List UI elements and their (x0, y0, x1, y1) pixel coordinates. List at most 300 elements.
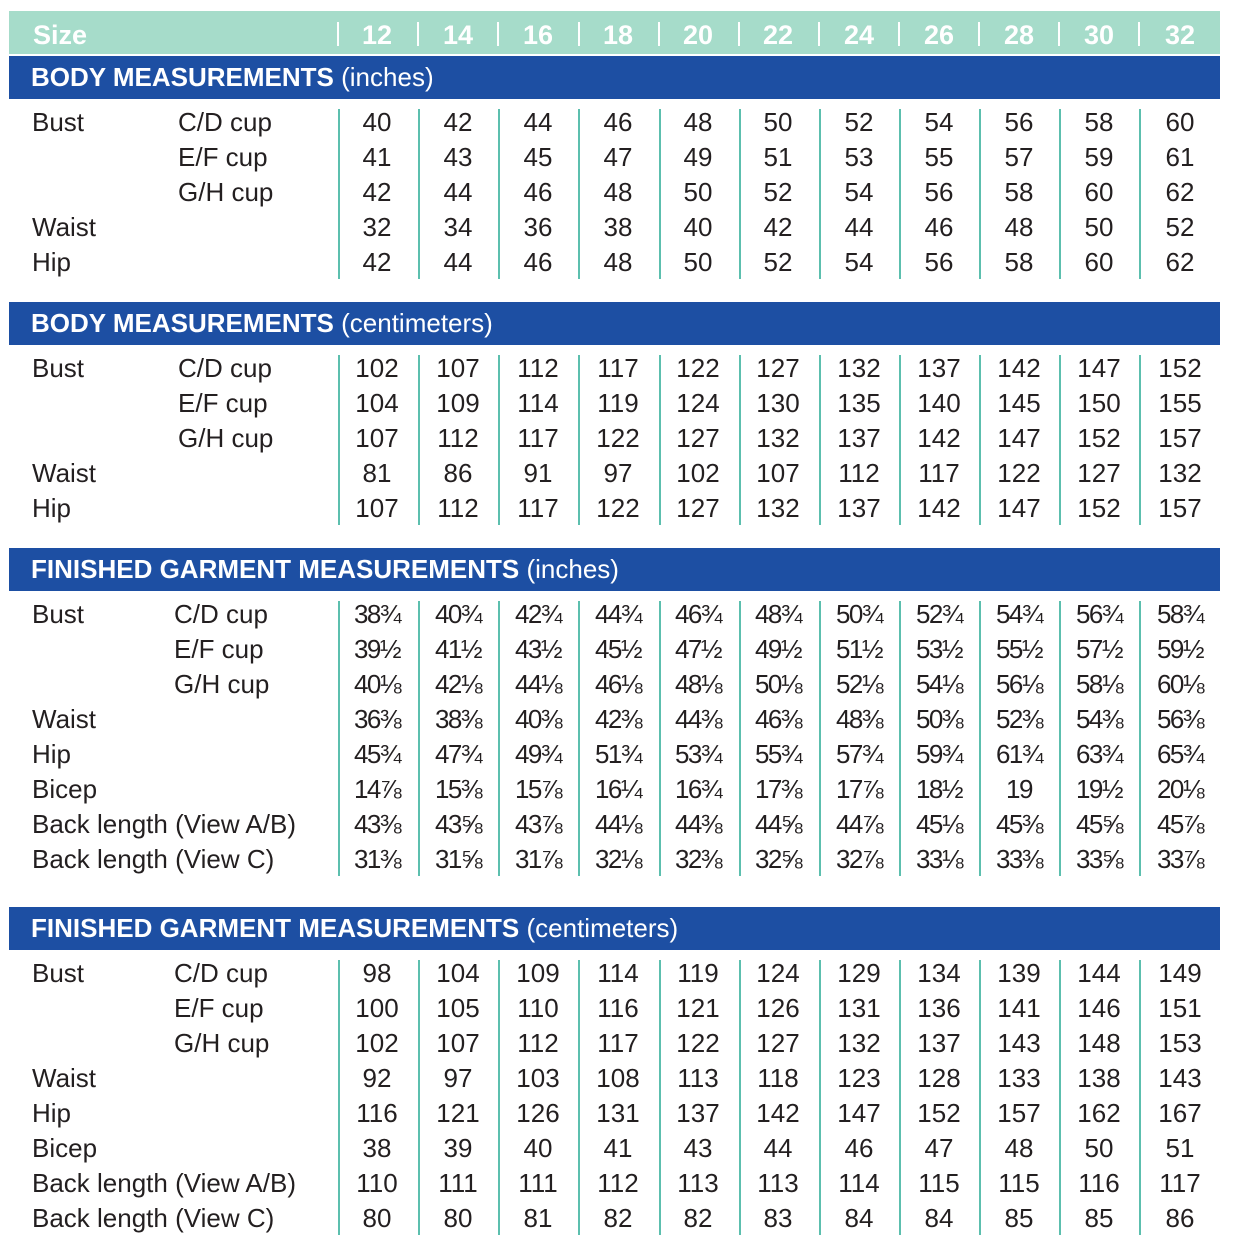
size-12: 12 (361, 20, 393, 50)
table-cell: 137 (837, 423, 881, 453)
table-cell: 45⅞ (1156, 809, 1204, 839)
table-cell: 42 (362, 177, 392, 207)
table-cell: 54¾ (995, 599, 1043, 629)
table-cell: 53½ (915, 634, 963, 664)
table-row (0, 1097, 1234, 1132)
size-32: 32 (1164, 20, 1196, 50)
table-cell: 132 (756, 493, 800, 523)
table-cell: 121 (676, 993, 720, 1023)
row-sublabel: C/D cup (178, 353, 272, 383)
row-label: Bicep (32, 1133, 98, 1163)
table-cell: 115 (918, 1168, 960, 1198)
table-cell: 52 (763, 177, 793, 207)
table-cell: 133 (997, 1063, 1041, 1093)
table-cell: 148 (1077, 1028, 1121, 1058)
table-cell: 42⅜ (594, 704, 642, 734)
table-cell: 127 (756, 1028, 800, 1058)
table-cell: 46⅛ (594, 669, 642, 699)
row-sublabel: E/F cup (174, 993, 264, 1023)
row-label: Back length (View A/B) (32, 809, 296, 839)
table-cell: 44 (763, 1133, 793, 1163)
section-title (31, 302, 493, 345)
table-cell: 49¾ (514, 739, 562, 769)
table-cell: 132 (1158, 458, 1202, 488)
table-cell: 39 (443, 1133, 473, 1163)
table-cell: 138 (1077, 1063, 1121, 1093)
table-cell: 60 (1084, 247, 1114, 277)
table-cell: 34 (443, 212, 473, 242)
table-cell: 40 (523, 1133, 553, 1163)
section-title (31, 56, 434, 99)
table-cell: 48 (1004, 212, 1034, 242)
table-cell: 33⅛ (915, 844, 963, 874)
table-cell: 51 (763, 142, 793, 172)
table-cell: 114 (517, 388, 559, 418)
table-cell: 32⅝ (754, 844, 802, 874)
size-header-row (9, 11, 1220, 54)
table-cell: 152 (1158, 353, 1202, 383)
table-cell: 84 (924, 1203, 954, 1233)
table-cell: 20⅛ (1156, 774, 1204, 804)
table-cell: 155 (1158, 388, 1202, 418)
table-cell: 50⅜ (915, 704, 963, 734)
table-cell: 146 (1077, 993, 1121, 1023)
table-cell: 112 (597, 1168, 639, 1198)
table-cell: 43⅞ (514, 809, 562, 839)
table-cell: 83 (763, 1203, 793, 1233)
table-row (0, 211, 1234, 246)
table-cell: 57 (1004, 142, 1034, 172)
table-row (0, 808, 1234, 843)
size-26: 26 (923, 20, 955, 50)
table-cell: 44 (844, 212, 874, 242)
table-cell: 56⅛ (995, 669, 1043, 699)
size-16: 16 (522, 20, 554, 50)
table-cell: 50¾ (835, 599, 883, 629)
table-cell: 41 (362, 142, 392, 172)
row-label: Back length (View C) (32, 844, 275, 874)
table-cell: 40⅜ (514, 704, 562, 734)
table-cell: 104 (355, 388, 399, 418)
table-cell: 56 (924, 177, 954, 207)
table-cell: 65¾ (1156, 739, 1204, 769)
table-row (0, 246, 1234, 281)
table-cell: 43 (683, 1133, 713, 1163)
table-cell: 139 (997, 958, 1041, 988)
table-cell: 45¾ (353, 739, 401, 769)
table-cell: 153 (1158, 1028, 1202, 1058)
table-cell: 53 (844, 142, 874, 172)
table-cell: 117 (517, 423, 559, 453)
table-cell: 48⅛ (674, 669, 722, 699)
row-label: Hip (32, 247, 72, 277)
table-cell: 41½ (434, 634, 482, 664)
table-cell: 167 (1158, 1098, 1202, 1128)
table-cell: 49½ (754, 634, 802, 664)
table-cell: 131 (596, 1098, 640, 1128)
row-label: Waist (32, 1063, 97, 1093)
table-cell: 134 (917, 958, 961, 988)
table-cell: 44⅞ (835, 809, 883, 839)
table-cell: 47½ (674, 634, 722, 664)
table-cell: 19 (1006, 774, 1032, 804)
table-cell: 112 (437, 423, 479, 453)
size-28: 28 (1003, 20, 1035, 50)
table-cell: 149 (1158, 958, 1202, 988)
table-row (0, 703, 1234, 738)
table-cell: 39½ (353, 634, 401, 664)
table-cell: 42⅛ (434, 669, 482, 699)
table-cell: 151 (1158, 993, 1202, 1023)
table-cell: 54⅛ (915, 669, 963, 699)
table-cell: 145 (997, 388, 1041, 418)
table-row (0, 1132, 1234, 1167)
table-cell: 117 (597, 353, 639, 383)
table-row (0, 668, 1234, 703)
table-cell: 46 (844, 1133, 874, 1163)
table-cell: 162 (1077, 1098, 1121, 1128)
table-cell: 61¾ (995, 739, 1043, 769)
table-cell: 85 (1084, 1203, 1114, 1233)
table-cell: 109 (436, 388, 480, 418)
table-cell: 142 (917, 493, 961, 523)
table-cell: 136 (917, 993, 961, 1023)
table-cell: 40 (683, 212, 713, 242)
table-row (0, 773, 1234, 808)
table-cell: 122 (676, 1028, 720, 1058)
table-cell: 50 (1084, 1133, 1114, 1163)
table-cell: 58 (1084, 107, 1114, 137)
table-cell: 58⅛ (1075, 669, 1123, 699)
table-cell: 124 (676, 388, 720, 418)
table-cell: 84 (844, 1203, 874, 1233)
table-cell: 132 (837, 1028, 881, 1058)
table-cell: 33⅞ (1156, 844, 1204, 874)
table-cell: 119 (677, 958, 719, 988)
row-sublabel: E/F cup (174, 634, 264, 664)
table-cell: 117 (597, 1028, 639, 1058)
table-cell: 44⅛ (514, 669, 562, 699)
table-cell: 45⅜ (995, 809, 1043, 839)
table-cell: 54 (844, 247, 874, 277)
table-cell: 141 (997, 993, 1041, 1023)
table-cell: 48¾ (754, 599, 802, 629)
table-cell: 114 (838, 1168, 880, 1198)
table-cell: 31⅞ (514, 844, 562, 874)
table-cell: 135 (837, 388, 881, 418)
section-title-unit: (inches) (526, 554, 619, 584)
table-cell: 43½ (514, 634, 562, 664)
table-cell: 46 (523, 177, 553, 207)
table-cell: 137 (917, 1028, 961, 1058)
table-cell: 112 (517, 353, 559, 383)
table-cell: 18½ (915, 774, 963, 804)
table-cell: 111 (438, 1168, 478, 1198)
table-cell: 123 (837, 1063, 881, 1093)
table-cell: 43⅜ (353, 809, 401, 839)
table-cell: 59½ (1156, 634, 1204, 664)
table-row (0, 106, 1234, 141)
size-30: 30 (1083, 20, 1115, 50)
table-cell: 45⅛ (915, 809, 963, 839)
row-sublabel: G/H cup (178, 177, 274, 207)
table-cell: 15⅞ (514, 774, 562, 804)
table-cell: 57¾ (835, 739, 883, 769)
table-cell: 157 (1158, 493, 1202, 523)
table-cell: 122 (596, 493, 640, 523)
table-cell: 47¾ (434, 739, 482, 769)
row-sublabel: C/D cup (178, 107, 272, 137)
table-row (0, 633, 1234, 668)
section-title (31, 548, 619, 591)
table-cell: 137 (837, 493, 881, 523)
table-cell: 82 (603, 1203, 633, 1233)
table-row (0, 141, 1234, 176)
table-cell: 45⅝ (1075, 809, 1123, 839)
table-cell: 32⅛ (594, 844, 642, 874)
table-cell: 36 (523, 212, 553, 242)
table-cell: 58 (1004, 247, 1034, 277)
table-cell: 147 (837, 1098, 881, 1128)
table-row (0, 843, 1234, 878)
table-cell: 44⅜ (674, 704, 722, 734)
table-row (0, 1062, 1234, 1097)
table-cell: 46¾ (674, 599, 722, 629)
table-cell: 46 (603, 107, 633, 137)
table-cell: 54 (924, 107, 954, 137)
table-cell: 107 (436, 353, 480, 383)
table-cell: 50 (683, 247, 713, 277)
table-cell: 48⅜ (835, 704, 883, 734)
table-cell: 91 (523, 458, 553, 488)
table-cell: 32⅜ (674, 844, 722, 874)
table-cell: 122 (596, 423, 640, 453)
table-cell: 82 (683, 1203, 713, 1233)
table-cell: 113 (677, 1168, 719, 1198)
table-cell: 108 (596, 1063, 640, 1093)
table-cell: 157 (1158, 423, 1202, 453)
table-cell: 122 (676, 353, 720, 383)
row-sublabel: G/H cup (178, 423, 274, 453)
table-cell: 56 (924, 247, 954, 277)
table-cell: 44⅝ (754, 809, 802, 839)
size-22: 22 (762, 20, 794, 50)
table-cell: 48 (603, 177, 633, 207)
table-cell: 116 (1078, 1168, 1120, 1198)
table-cell: 112 (838, 458, 880, 488)
table-cell: 130 (756, 388, 800, 418)
size-label: Size (33, 20, 88, 50)
table-cell: 38⅜ (434, 704, 482, 734)
table-cell: 80 (362, 1203, 392, 1233)
table-cell: 63¾ (1075, 739, 1123, 769)
table-cell: 126 (756, 993, 800, 1023)
table-cell: 59 (1084, 142, 1114, 172)
table-cell: 59¾ (915, 739, 963, 769)
table-cell: 85 (1004, 1203, 1034, 1233)
table-cell: 47 (603, 142, 633, 172)
table-cell: 52⅛ (835, 669, 883, 699)
table-cell: 107 (355, 493, 399, 523)
row-label: Bust (32, 107, 85, 137)
table-cell: 116 (356, 1098, 398, 1128)
table-cell: 102 (676, 458, 720, 488)
table-cell: 152 (1077, 493, 1121, 523)
table-cell: 51½ (835, 634, 883, 664)
table-cell: 86 (1165, 1203, 1195, 1233)
row-sublabel: E/F cup (178, 142, 268, 172)
table-cell: 54 (844, 177, 874, 207)
row-label: Waist (32, 212, 97, 242)
table-cell: 53¾ (674, 739, 722, 769)
table-cell: 51 (1165, 1133, 1195, 1163)
row-label: Hip (32, 493, 72, 523)
table-cell: 117 (517, 493, 559, 523)
row-label: Bust (32, 599, 85, 629)
table-cell: 48 (603, 247, 633, 277)
table-cell: 40⅛ (353, 669, 401, 699)
section-title-main: BODY MEASUREMENTS (31, 62, 334, 92)
table-cell: 60 (1084, 177, 1114, 207)
table-cell: 56¾ (1075, 599, 1123, 629)
table-cell: 16¼ (594, 774, 642, 804)
table-cell: 103 (516, 1063, 560, 1093)
table-cell: 126 (516, 1098, 560, 1128)
table-row (0, 492, 1234, 527)
table-cell: 144 (1077, 958, 1121, 988)
table-cell: 42 (443, 107, 473, 137)
table-cell: 128 (917, 1063, 961, 1093)
table-cell: 117 (1159, 1168, 1201, 1198)
table-cell: 45½ (594, 634, 642, 664)
row-sublabel: G/H cup (174, 1028, 270, 1058)
table-row (0, 1167, 1234, 1202)
size-18: 18 (602, 20, 634, 50)
table-cell: 152 (917, 1098, 961, 1128)
table-cell: 127 (676, 493, 720, 523)
table-cell: 57½ (1075, 634, 1123, 664)
table-cell: 40¾ (434, 599, 482, 629)
table-cell: 118 (757, 1063, 799, 1093)
table-cell: 51¾ (594, 739, 642, 769)
table-cell: 62 (1165, 177, 1195, 207)
table-cell: 42 (362, 247, 392, 277)
table-cell: 137 (917, 353, 961, 383)
table-cell: 124 (756, 958, 800, 988)
table-cell: 14⅞ (353, 774, 401, 804)
table-cell: 142 (997, 353, 1041, 383)
section-title-unit: (centimeters) (526, 913, 679, 943)
row-label: Back length (View C) (32, 1203, 275, 1233)
table-cell: 44¾ (594, 599, 642, 629)
table-cell: 31⅝ (434, 844, 482, 874)
table-cell: 38¾ (353, 599, 401, 629)
row-sublabel: G/H cup (174, 669, 270, 699)
table-cell: 100 (355, 993, 399, 1023)
table-cell: 52⅜ (995, 704, 1043, 734)
table-cell: 107 (436, 1028, 480, 1058)
table-cell: 102 (355, 1028, 399, 1058)
table-cell: 56 (1004, 107, 1034, 137)
table-cell: 48 (1004, 1133, 1034, 1163)
table-cell: 80 (443, 1203, 473, 1233)
table-row (0, 176, 1234, 211)
table-cell: 58¾ (1156, 599, 1204, 629)
row-label: Bust (32, 353, 85, 383)
table-cell: 61 (1165, 142, 1195, 172)
table-cell: 43 (443, 142, 473, 172)
table-cell: 112 (517, 1028, 559, 1058)
table-cell: 132 (756, 423, 800, 453)
table-cell: 19½ (1075, 774, 1123, 804)
table-cell: 132 (837, 353, 881, 383)
table-cell: 52 (1165, 212, 1195, 242)
table-cell: 113 (677, 1063, 719, 1093)
table-row (0, 422, 1234, 457)
table-cell: 137 (676, 1098, 720, 1128)
table-cell: 55 (924, 142, 954, 172)
table-cell: 115 (998, 1168, 1040, 1198)
table-cell: 46⅜ (754, 704, 802, 734)
table-cell: 17⅜ (754, 774, 802, 804)
table-cell: 147 (997, 493, 1041, 523)
row-label: Waist (32, 458, 97, 488)
section-title-unit: (inches) (341, 62, 434, 92)
size-20: 20 (682, 20, 714, 50)
table-cell: 33⅜ (995, 844, 1043, 874)
table-cell: 92 (362, 1063, 392, 1093)
table-cell: 44 (443, 247, 473, 277)
table-cell: 142 (917, 423, 961, 453)
row-label: Bicep (32, 774, 98, 804)
row-label: Hip (32, 1098, 72, 1128)
table-cell: 97 (603, 458, 633, 488)
table-cell: 45 (523, 142, 553, 172)
section-title-bar (9, 548, 1220, 591)
table-cell: 50⅛ (754, 669, 802, 699)
table-cell: 127 (756, 353, 800, 383)
table-cell: 50 (683, 177, 713, 207)
table-cell: 98 (362, 958, 392, 988)
table-cell: 81 (362, 458, 392, 488)
table-cell: 102 (355, 353, 399, 383)
table-row (0, 457, 1234, 492)
table-cell: 49 (683, 142, 713, 172)
table-cell: 47 (924, 1133, 954, 1163)
table-cell: 46 (523, 247, 553, 277)
table-cell: 43⅝ (434, 809, 482, 839)
table-row (0, 957, 1234, 992)
table-cell: 143 (1158, 1063, 1202, 1093)
table-cell: 44 (443, 177, 473, 207)
table-cell: 15⅜ (434, 774, 482, 804)
row-label: Hip (32, 739, 72, 769)
table-cell: 31⅜ (353, 844, 401, 874)
table-cell: 36⅜ (353, 704, 401, 734)
table-cell: 81 (523, 1203, 553, 1233)
table-cell: 32 (362, 212, 392, 242)
section-title-bar (9, 907, 1220, 950)
section-title (31, 907, 678, 950)
table-cell: 58 (1004, 177, 1034, 207)
table-cell: 38 (362, 1133, 392, 1163)
table-cell: 113 (757, 1168, 799, 1198)
section-title-bar (9, 302, 1220, 345)
table-cell: 50 (763, 107, 793, 137)
table-cell: 86 (443, 458, 473, 488)
table-cell: 110 (517, 993, 559, 1023)
table-cell: 44⅜ (674, 809, 722, 839)
